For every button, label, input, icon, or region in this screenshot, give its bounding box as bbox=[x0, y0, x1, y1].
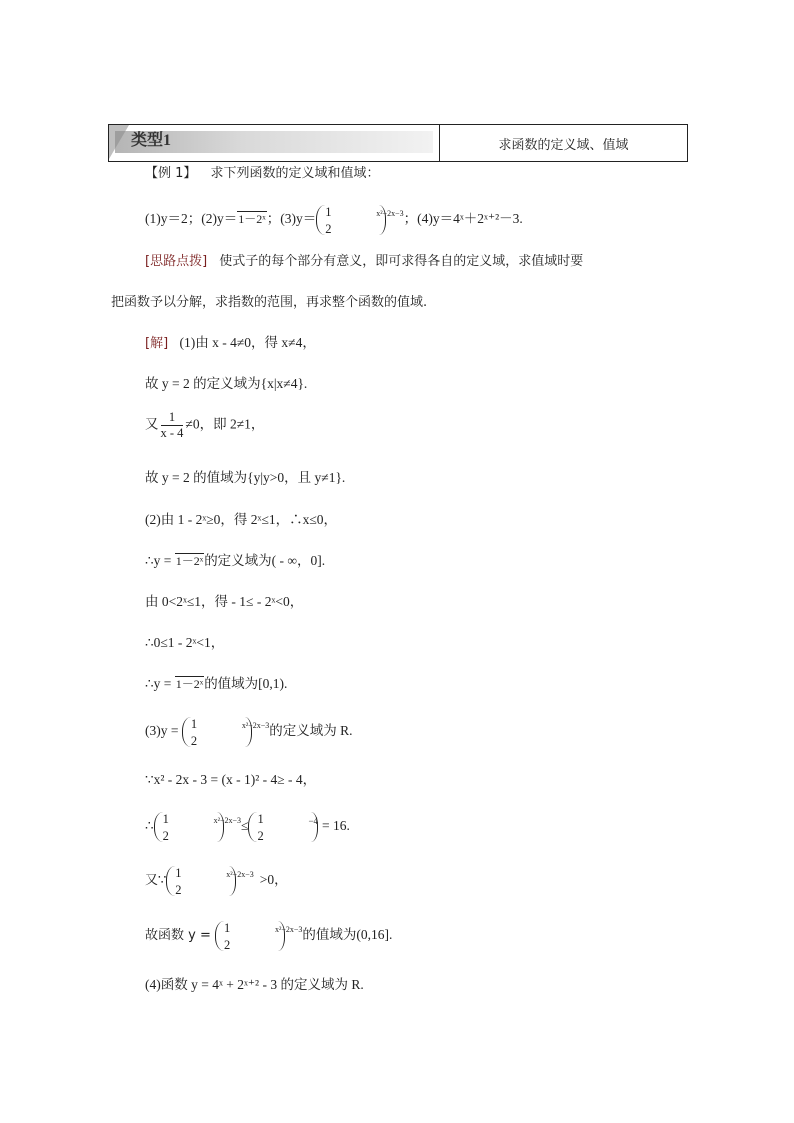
solution-step-13-exponent: x²−2x−3 bbox=[226, 870, 254, 880]
solution-step-6-suffix: 的定义域为( - ∞，0]. bbox=[204, 553, 326, 568]
solution-step-3-suffix: ≠0，即 2≠1， bbox=[185, 416, 265, 432]
functions-line bbox=[145, 205, 523, 235]
example-prompt: 求下列函数的定义域和值域： bbox=[210, 166, 380, 181]
type-header-box bbox=[108, 124, 688, 162]
solution-step-13 bbox=[145, 866, 288, 896]
fraction-numerator: 1 bbox=[161, 410, 184, 426]
solution-step-12-suffix: = 16. bbox=[322, 818, 350, 834]
type-banner-cell bbox=[109, 125, 440, 161]
solution-line-1 bbox=[145, 334, 316, 353]
solution-step-10-suffix: 的定义域为 R. bbox=[269, 723, 353, 739]
solution-step-13-prefix: 又∵ bbox=[145, 873, 167, 889]
solution-step-1: (1)由 x - 4≠0，得 x≠4， bbox=[179, 335, 316, 350]
hint-line-2: 把函数予以分解，求指数的范围，再求整个函数的值域. bbox=[111, 295, 428, 310]
solution-step-9-suffix: 的值域为[0,1). bbox=[204, 676, 288, 691]
solution-step-12-exponent: x²−2x−3 bbox=[213, 816, 242, 826]
function-1: (1)y＝2； bbox=[145, 211, 202, 227]
half-fraction: 1 2 bbox=[166, 866, 196, 896]
solution-step-9-prefix: ∴y = bbox=[145, 676, 175, 691]
solution-step-6 bbox=[145, 552, 325, 570]
function-2-prefix: (2)y＝ bbox=[201, 211, 238, 227]
solution-step-12-mid: ≤ bbox=[241, 818, 249, 834]
half-fraction bbox=[316, 205, 346, 235]
example-tag: 【例 1】 bbox=[145, 166, 197, 181]
solution-step-3 bbox=[145, 410, 264, 441]
solution-step-6-radical: 1－2ˣ bbox=[175, 554, 204, 568]
half-num: 1 bbox=[325, 205, 332, 219]
function-2-suffix: ；(3)y＝ bbox=[266, 211, 317, 227]
solution-step-13-suffix: >0， bbox=[259, 872, 288, 888]
solution-tag: [解] bbox=[145, 336, 169, 351]
hint-line-1 bbox=[145, 253, 583, 271]
solution-step-14-suffix: 的值域为(0,16]. bbox=[302, 927, 393, 943]
solution-step-12 bbox=[145, 812, 350, 842]
fraction-1-over-x-4 bbox=[161, 410, 184, 441]
fraction-denominator: x - 4 bbox=[160, 426, 184, 440]
type-topic: 求函数的定义域、值域 bbox=[498, 137, 629, 153]
function-3-suffix: ；(4)y＝4ˣ＋2ˣ⁺²－3. bbox=[403, 211, 523, 227]
half-fraction: 1 2 bbox=[154, 812, 184, 842]
solution-step-12-prefix: ∴ bbox=[145, 818, 154, 834]
solution-step-4: 故 y = 2 的值域为{y|y>0，且 y≠1}. bbox=[145, 470, 346, 485]
solution-step-6-prefix: ∴y = bbox=[145, 553, 175, 568]
solution-step-14-prefix: 故函数 y = bbox=[145, 928, 215, 944]
function-2-radical: 1－2ˣ bbox=[238, 212, 266, 227]
function-3-exponent: x²−2x−3 bbox=[376, 209, 404, 219]
solution-step-11: ∵x² - 2x - 3 = (x - 1)² - 4≥ - 4， bbox=[145, 772, 317, 787]
solution-step-9 bbox=[145, 675, 287, 693]
hint-text-1: 使式子的每个部分有意义，即可求得各自的定义域，求值域时要 bbox=[219, 254, 584, 269]
solution-step-3-prefix: 又 bbox=[145, 416, 159, 432]
example-line bbox=[145, 165, 380, 183]
solution-step-10 bbox=[145, 717, 353, 747]
solution-step-9-radical: 1－2ˣ bbox=[175, 677, 204, 691]
half-fraction: 1 2 bbox=[248, 812, 278, 842]
solution-step-5: (2)由 1 - 2ˣ≥0，得 2ˣ≤1，∴x≤0， bbox=[145, 512, 338, 527]
solution-step-12-exponent-2: −4 bbox=[308, 816, 319, 827]
solution-step-14-exponent: x²−2x−3 bbox=[274, 925, 303, 935]
solution-step-10-prefix: (3)y = bbox=[145, 723, 182, 739]
solution-step-8: ∴0≤1 - 2ˣ<1， bbox=[145, 635, 225, 650]
solution-step-10-exponent: x²−2x−3 bbox=[241, 721, 270, 731]
half-fraction: 1 2 bbox=[215, 921, 245, 951]
solution-step-15: (4)函数 y = 4ˣ + 2ˣ⁺² - 3 的定义域为 R. bbox=[145, 977, 364, 992]
type-label: 类型1 bbox=[131, 132, 172, 149]
solution-step-14 bbox=[145, 921, 392, 951]
solution-step-7: 由 0<2ˣ≤1，得 - 1≤ - 2ˣ<0， bbox=[145, 594, 304, 609]
half-fraction: 1 2 bbox=[182, 717, 212, 747]
half-den: 2 bbox=[325, 222, 332, 236]
hint-tag: [思路点拨] bbox=[145, 254, 208, 269]
solution-step-2: 故 y = 2 的定义域为{x|x≠4}. bbox=[145, 376, 308, 391]
